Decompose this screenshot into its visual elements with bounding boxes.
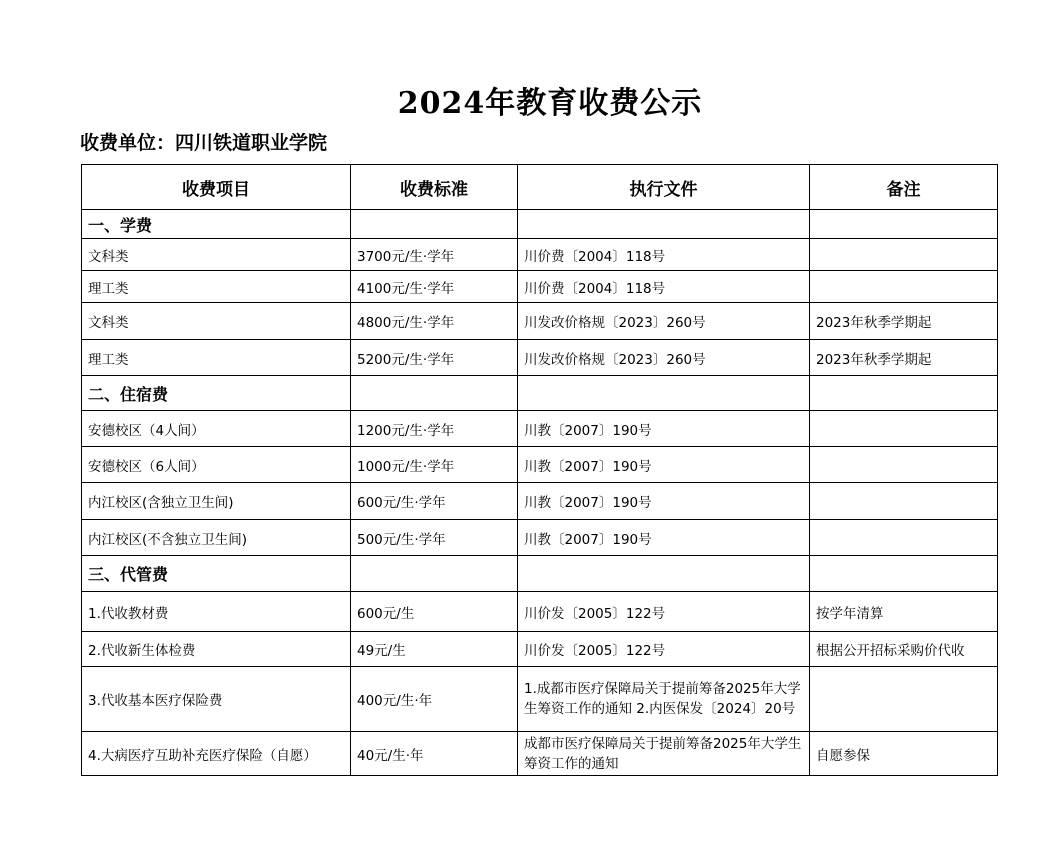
cell-document: 成都市医疗保障局关于提前筹备2025年大学生筹资工作的通知	[518, 732, 810, 776]
table-row	[82, 520, 998, 556]
cell-standard: 600元/生	[351, 592, 518, 632]
charging-unit: 收费单位：四川铁道职业学院	[80, 132, 328, 154]
cell-standard: 1200元/生·学年	[351, 411, 518, 447]
cell-document: 川价发〔2005〕122号	[518, 632, 810, 667]
cell-standard: 40元/生·年	[351, 732, 518, 776]
cell-remark	[810, 483, 998, 520]
cell-item: 三、代管费	[82, 556, 351, 592]
header-item: 收费项目	[82, 165, 351, 210]
cell-document	[518, 210, 810, 239]
cell-remark	[810, 667, 998, 732]
cell-remark	[810, 210, 998, 239]
page-title: 2024年教育收费公示	[397, 86, 703, 121]
cell-item: 安德校区（6人间）	[82, 447, 351, 483]
cell-document: 川教〔2007〕190号	[518, 520, 810, 556]
cell-item: 理工类	[82, 340, 351, 376]
cell-remark: 按学年清算	[810, 592, 998, 632]
cell-document: 川发改价格规〔2023〕260号	[518, 303, 810, 340]
cell-item: 理工类	[82, 271, 351, 303]
cell-document	[518, 556, 810, 592]
cell-standard	[351, 210, 518, 239]
cell-remark	[810, 411, 998, 447]
table-row	[82, 271, 998, 303]
cell-item: 4.大病医疗互助补充医疗保险（自愿）	[82, 732, 351, 776]
table-row	[82, 411, 998, 447]
cell-item: 一、学费	[82, 210, 351, 239]
header-standard: 收费标准	[351, 165, 518, 210]
cell-item: 2.代收新生体检费	[82, 632, 351, 667]
cell-document: 川教〔2007〕190号	[518, 411, 810, 447]
cell-remark	[810, 376, 998, 411]
cell-standard: 5200元/生·学年	[351, 340, 518, 376]
table-row	[82, 592, 998, 632]
cell-item: 1.代收教材费	[82, 592, 351, 632]
cell-document: 川价费〔2004〕118号	[518, 239, 810, 271]
cell-remark	[810, 239, 998, 271]
cell-document: 川教〔2007〕190号	[518, 447, 810, 483]
cell-standard: 4100元/生·学年	[351, 271, 518, 303]
table-row	[82, 483, 998, 520]
cell-item: 内江校区(含独立卫生间)	[82, 483, 351, 520]
cell-remark	[810, 520, 998, 556]
cell-standard: 400元/生·年	[351, 667, 518, 732]
cell-item: 文科类	[82, 239, 351, 271]
table-row	[82, 340, 998, 376]
table-header-row	[82, 165, 998, 210]
cell-remark: 2023年秋季学期起	[810, 340, 998, 376]
cell-document: 川发改价格规〔2023〕260号	[518, 340, 810, 376]
cell-document: 川价费〔2004〕118号	[518, 271, 810, 303]
cell-item: 文科类	[82, 303, 351, 340]
cell-document	[518, 376, 810, 411]
cell-remark: 自愿参保	[810, 732, 998, 776]
cell-remark	[810, 556, 998, 592]
cell-document: 川教〔2007〕190号	[518, 483, 810, 520]
section-row-accommodation	[82, 376, 998, 411]
fee-table	[81, 164, 998, 776]
cell-item: 3.代收基本医疗保险费	[82, 667, 351, 732]
table-row	[82, 632, 998, 667]
cell-standard: 4800元/生·学年	[351, 303, 518, 340]
cell-item: 内江校区(不含独立卫生间)	[82, 520, 351, 556]
cell-document: 1.成都市医疗保障局关于提前筹备2025年大学生筹资工作的通知 2.内医保发〔2024〕20号	[518, 667, 810, 732]
table-row	[82, 447, 998, 483]
header-remark: 备注	[810, 165, 998, 210]
cell-standard	[351, 556, 518, 592]
section-row-tuition	[82, 210, 998, 239]
cell-standard: 3700元/生·学年	[351, 239, 518, 271]
table-row	[82, 239, 998, 271]
cell-remark	[810, 271, 998, 303]
header-document: 执行文件	[518, 165, 810, 210]
cell-document: 川价发〔2005〕122号	[518, 592, 810, 632]
table-row	[82, 667, 998, 732]
cell-item: 安德校区（4人间）	[82, 411, 351, 447]
cell-standard: 1000元/生·学年	[351, 447, 518, 483]
cell-standard: 500元/生·学年	[351, 520, 518, 556]
cell-standard	[351, 376, 518, 411]
table-row	[82, 303, 998, 340]
table-row	[82, 732, 998, 776]
cell-standard: 600元/生·学年	[351, 483, 518, 520]
cell-remark: 根据公开招标采购价代收	[810, 632, 998, 667]
section-row-custody	[82, 556, 998, 592]
cell-item: 二、住宿费	[82, 376, 351, 411]
cell-standard: 49元/生	[351, 632, 518, 667]
cell-remark	[810, 447, 998, 483]
cell-remark: 2023年秋季学期起	[810, 303, 998, 340]
